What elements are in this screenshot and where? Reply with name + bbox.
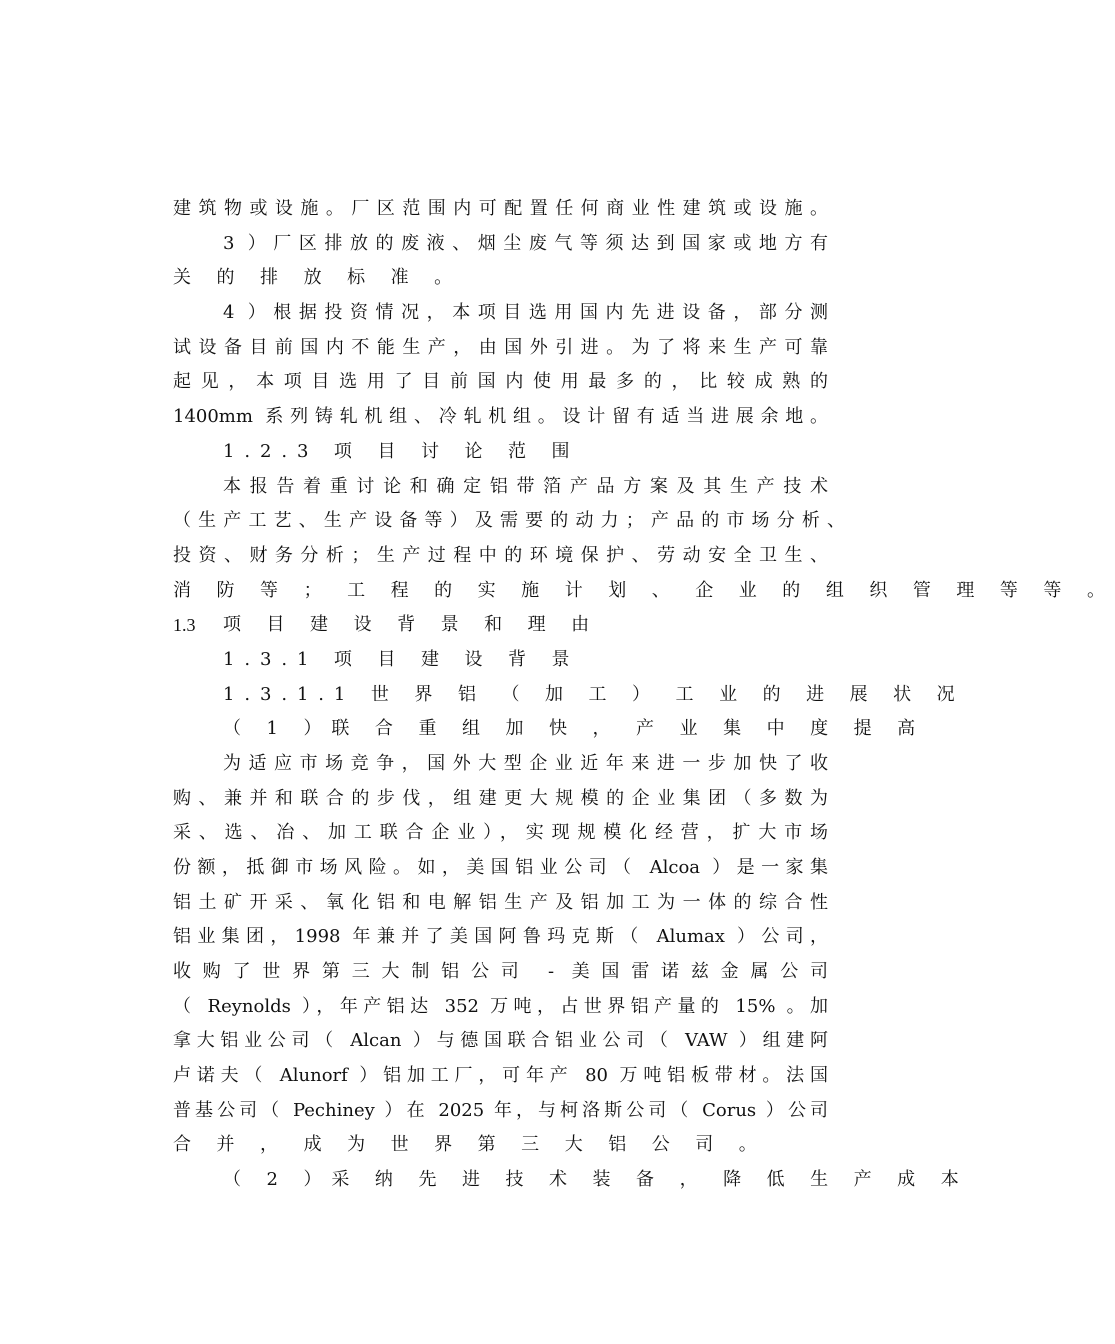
- paragraph-line: 4 ）根据投资情况，本项目选用国内先进设备，部分测: [223, 302, 828, 323]
- paragraph-line: 1400mm 系列铸轧机组、冷轧机组。设计留有适当进展余地。: [173, 406, 828, 427]
- paragraph-line: 卢诺夫（ Alunorf ）铝加工厂，可年产 80 万吨铝板带材。法国: [173, 1065, 828, 1086]
- paragraph-line: 关 的 排 放 标 准 。: [173, 267, 463, 288]
- paragraph-line: 投资、财务分析；生产过程中的环境保护、劳动安全卫生、: [173, 545, 828, 566]
- paragraph-line: 采、选、冶、加工联合企业），实现规模化经营，扩大市场: [173, 822, 828, 843]
- subsection-heading: 1.2.3 项 目 讨 论 范 围: [223, 441, 580, 462]
- paragraph-line: 为适应市场竞争，国外大型企业近年来进一步加快了收: [223, 753, 828, 774]
- paragraph-line: 建 筑 物 或 设 施 。 厂 区 范 围 内 可 配 置 任 何 商 业 性 建 筑 或 设 施 。: [173, 198, 828, 219]
- paragraph-line: 收购了世界第三大制铝公司 - 美国雷诺兹金属公司: [173, 961, 828, 982]
- paragraph-line: 消 防 等 ； 工 程 的 实 施 计 划 、 企 业 的 组 织 管 理 等 等 。: [173, 580, 1115, 601]
- list-heading: （ 2 ）采 纳 先 进 技 术 装 备 ， 降 低 生 产 成 本: [223, 1169, 969, 1190]
- paragraph-line: 起见，本项目选用了目前国内使用最多的，比较成熟的: [173, 371, 828, 392]
- paragraph-line: 铝土矿开采、氧化铝和电解铝生产及铝加工为一体的综合性: [173, 892, 828, 913]
- paragraph-line: 本报告着重讨论和确定铝带箔产品方案及其生产技术: [223, 476, 828, 497]
- paragraph-line: 购、兼并和联合的步伐，组建更大规模的企业集团（多数为: [173, 788, 828, 809]
- paragraph-line: 普基公司（ Pechiney ）在 2025 年，与柯洛斯公司（ Corus ）公司: [173, 1100, 828, 1121]
- paragraph-line: 份额，抵御市场风险。如，美国铝业公司（ Alcoa ）是一家集: [173, 857, 828, 878]
- paragraph-line: 合 并 ， 成 为 世 界 第 三 大 铝 公 司 。: [173, 1134, 767, 1155]
- section-number: 1.3: [173, 615, 196, 635]
- paragraph-line: 铝业集团，1998 年兼并了美国阿鲁玛克斯（ Alumax ）公司，: [173, 926, 828, 947]
- paragraph-line: 试设备目前国内不能生产，由国外引进。为了将来生产可靠: [173, 337, 828, 358]
- list-heading: （ 1 ）联 合 重 组 加 快 ， 产 业 集 中 度 提 高: [223, 718, 926, 739]
- paragraph-line: （生产工艺、生产设备等）及需要的动力；产品的市场分析、: [173, 510, 845, 531]
- subsection-heading: 1.3.1 项 目 建 设 背 景: [223, 649, 580, 670]
- paragraph-line: （ Reynolds ），年产铝达 352 万吨，占世界铝产量的 15% 。加: [173, 996, 828, 1017]
- section-heading: 项 目 建 设 背 景 和 理 由: [223, 614, 600, 635]
- paragraph-line: 3 ）厂区排放的废液、烟尘废气等须达到国家或地方有: [223, 233, 828, 254]
- paragraph-line: 拿大铝业公司（ Alcan ）与德国联合铝业公司（ VAW ）组建阿: [173, 1030, 828, 1051]
- subsection-heading: 1.3.1.1 世 界 铝 （ 加 工 ） 工 业 的 进 展 状 况: [223, 684, 965, 705]
